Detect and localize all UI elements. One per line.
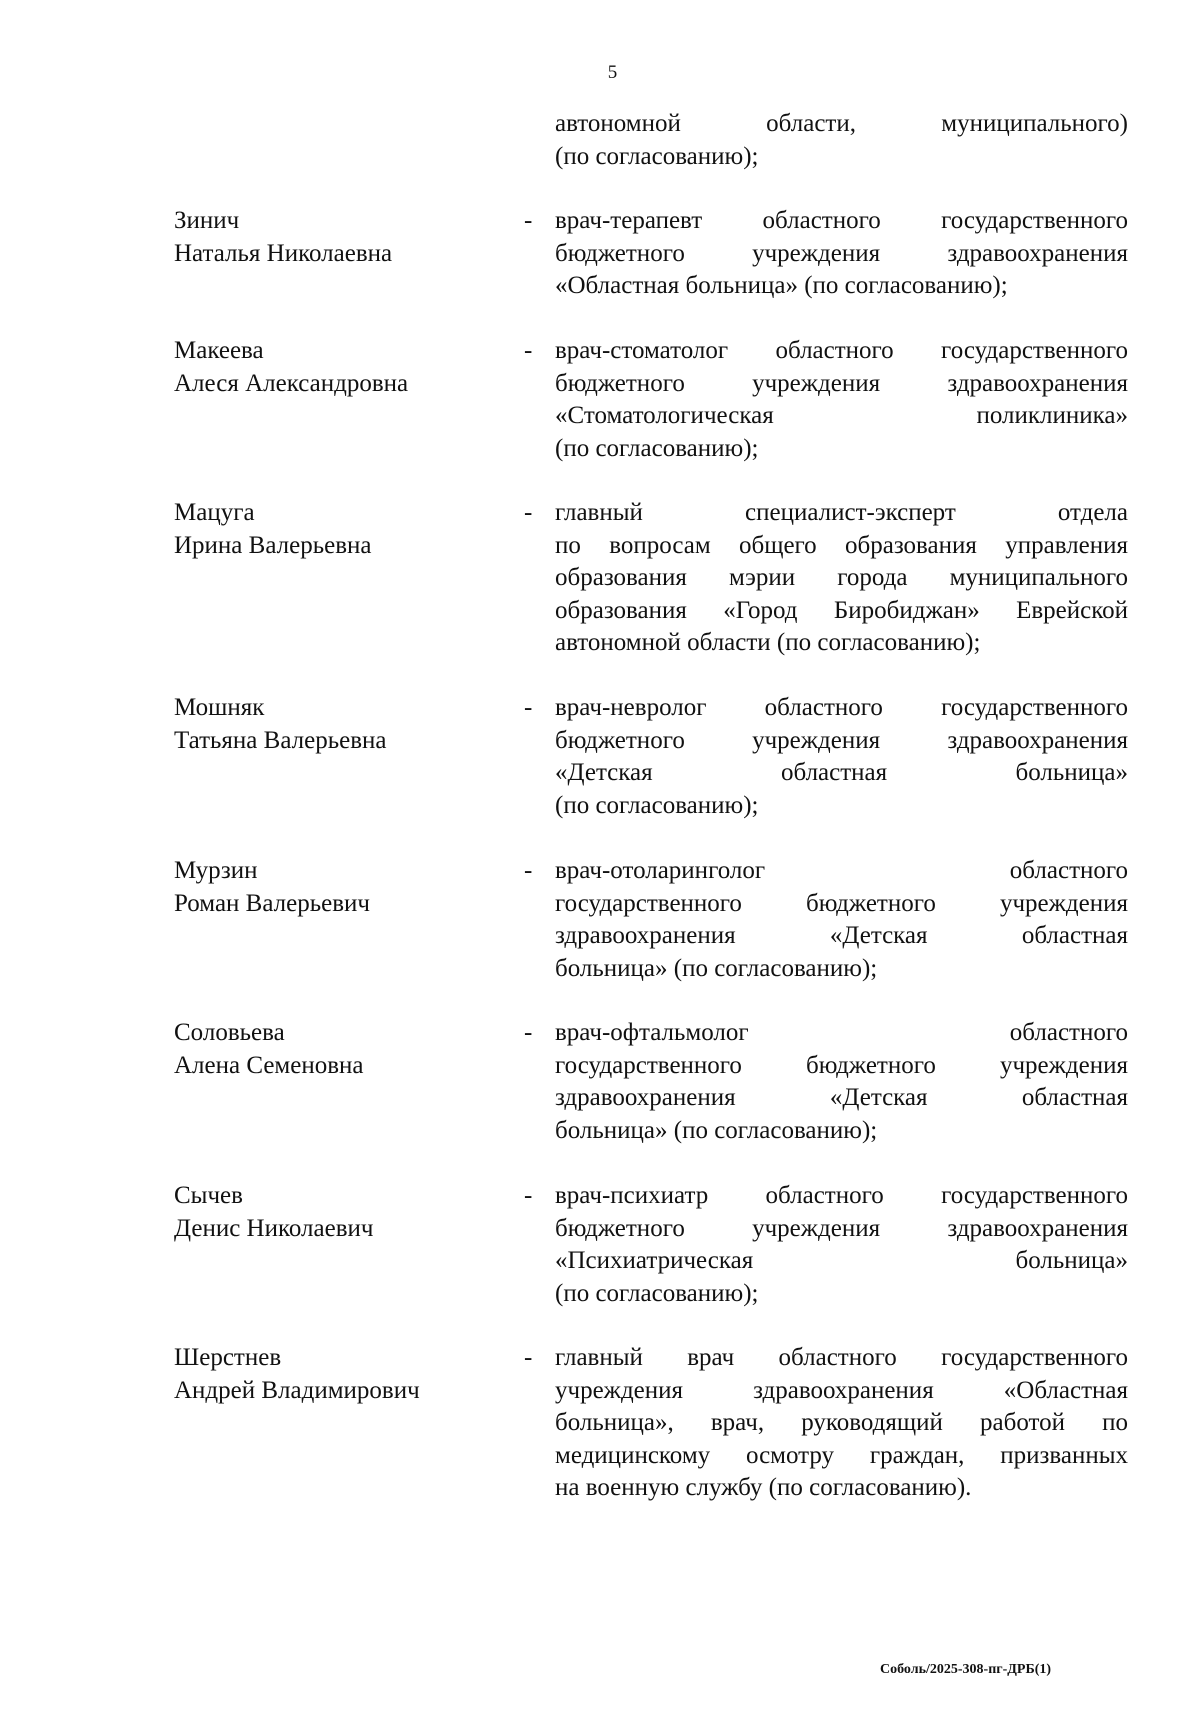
role-line: (по согласованию); — [555, 434, 759, 462]
role-line: больница» (по согласованию); — [555, 954, 878, 982]
member-entry — [174, 855, 1134, 995]
role-line: главный специалист-эксперт отдела — [555, 499, 1128, 526]
member-given-names: Ирина Валерьевна — [174, 531, 372, 559]
member-role — [555, 692, 1128, 822]
member-name — [174, 205, 494, 270]
role-line: государственного бюджетного учреждения — [555, 889, 1128, 917]
role-line: врач-терапевт областного государственного — [555, 207, 1128, 234]
member-entry — [174, 497, 1134, 656]
continuation-text — [555, 108, 1128, 173]
role-line: врач-офтальмолог областного — [555, 1019, 1128, 1046]
member-entry — [174, 1017, 1134, 1157]
role-line: «Детская областная больница» — [555, 759, 1128, 786]
member-name — [174, 1342, 494, 1407]
member-surname: Шерстнев — [174, 1344, 282, 1371]
member-name — [174, 1017, 494, 1082]
member-entry — [174, 335, 1134, 475]
member-surname: Зинич — [174, 207, 240, 234]
member-role — [555, 335, 1128, 465]
member-role — [555, 1342, 1128, 1505]
dash-separator: - — [524, 694, 533, 721]
role-line: учреждения здравоохранения «Областная — [555, 1376, 1128, 1404]
role-line: на военную службу (по согласованию). — [555, 1474, 972, 1501]
role-line: (по согласованию); — [555, 791, 759, 819]
role-line: бюджетного учреждения здравоохранения — [555, 726, 1128, 754]
member-role — [555, 205, 1128, 303]
dash-separator: - — [524, 1182, 533, 1209]
member-name — [174, 497, 494, 562]
page-number: 5 — [607, 62, 618, 83]
role-line: врач-отоларинголог областного — [555, 857, 1128, 884]
member-name — [174, 692, 494, 757]
role-line: автономной области (по согласованию); — [555, 629, 981, 656]
dash-separator: - — [524, 1344, 533, 1371]
member-surname: Макеева — [174, 337, 264, 364]
member-given-names: Алеся Александровна — [174, 369, 409, 397]
dash-separator: - — [524, 207, 533, 234]
member-given-names: Татьяна Валерьевна — [174, 726, 387, 754]
role-line: «Психиатрическая больница» — [555, 1247, 1128, 1274]
dash-separator: - — [524, 499, 533, 526]
member-role — [555, 855, 1128, 985]
member-given-names: Алена Семеновна — [174, 1051, 364, 1079]
member-surname: Мацуга — [174, 499, 255, 526]
role-line: здравоохранения «Детская областная — [555, 1084, 1128, 1111]
member-entry — [174, 205, 1134, 345]
dash-separator: - — [524, 857, 533, 884]
role-line: «Стоматологическая поликлиника» — [555, 402, 1128, 429]
role-line: больница» (по согласованию); — [555, 1116, 878, 1144]
member-role — [555, 1017, 1128, 1147]
role-line: образования мэрии города муниципального — [555, 564, 1128, 591]
role-line: (по согласованию); — [555, 1279, 759, 1307]
member-surname: Сычев — [174, 1182, 243, 1209]
member-name — [174, 335, 494, 400]
member-name — [174, 1180, 494, 1245]
document-reference-footer: Соболь/2025-308-пг-ДРБ(1) — [880, 1662, 1052, 1677]
dash-separator: - — [524, 1019, 533, 1046]
role-line: больница», врач, руководящий работой по — [555, 1409, 1128, 1436]
role-line: здравоохранения «Детская областная — [555, 922, 1128, 949]
member-given-names: Андрей Владимирович — [174, 1376, 420, 1404]
member-surname: Мурзин — [174, 857, 258, 884]
continuation-line: автономной области, муниципального) — [555, 110, 1128, 137]
role-line: «Областная больница» (по согласованию); — [555, 272, 1008, 299]
continuation-line: (по согласованию); — [555, 142, 759, 170]
role-line: бюджетного учреждения здравоохранения — [555, 239, 1128, 267]
role-line: врач-невролог областного государственного — [555, 694, 1128, 721]
role-line: медицинскому осмотру граждан, призванных — [555, 1441, 1128, 1469]
role-line: врач-стоматолог областного государственного — [555, 337, 1128, 364]
member-entry — [174, 1180, 1134, 1320]
member-name — [174, 855, 494, 920]
member-surname: Соловьева — [174, 1019, 285, 1046]
member-given-names: Роман Валерьевич — [174, 889, 370, 917]
role-line: главный врач областного государственного — [555, 1344, 1128, 1371]
member-given-names: Наталья Николаевна — [174, 239, 393, 267]
role-line: бюджетного учреждения здравоохранения — [555, 369, 1128, 397]
role-line: образования «Город Биробиджан» Еврейской — [555, 596, 1128, 624]
role-line: врач-психиатр областного государственного — [555, 1182, 1128, 1209]
role-line: государственного бюджетного учреждения — [555, 1051, 1128, 1079]
member-given-names: Денис Николаевич — [174, 1214, 374, 1242]
member-surname: Мошняк — [174, 694, 265, 721]
role-line: по вопросам общего образования управления — [555, 531, 1128, 559]
member-role — [555, 497, 1128, 660]
member-entry — [174, 692, 1134, 832]
role-line: бюджетного учреждения здравоохранения — [555, 1214, 1128, 1242]
member-role — [555, 1180, 1128, 1310]
member-entry — [174, 1342, 1134, 1517]
dash-separator: - — [524, 337, 533, 364]
